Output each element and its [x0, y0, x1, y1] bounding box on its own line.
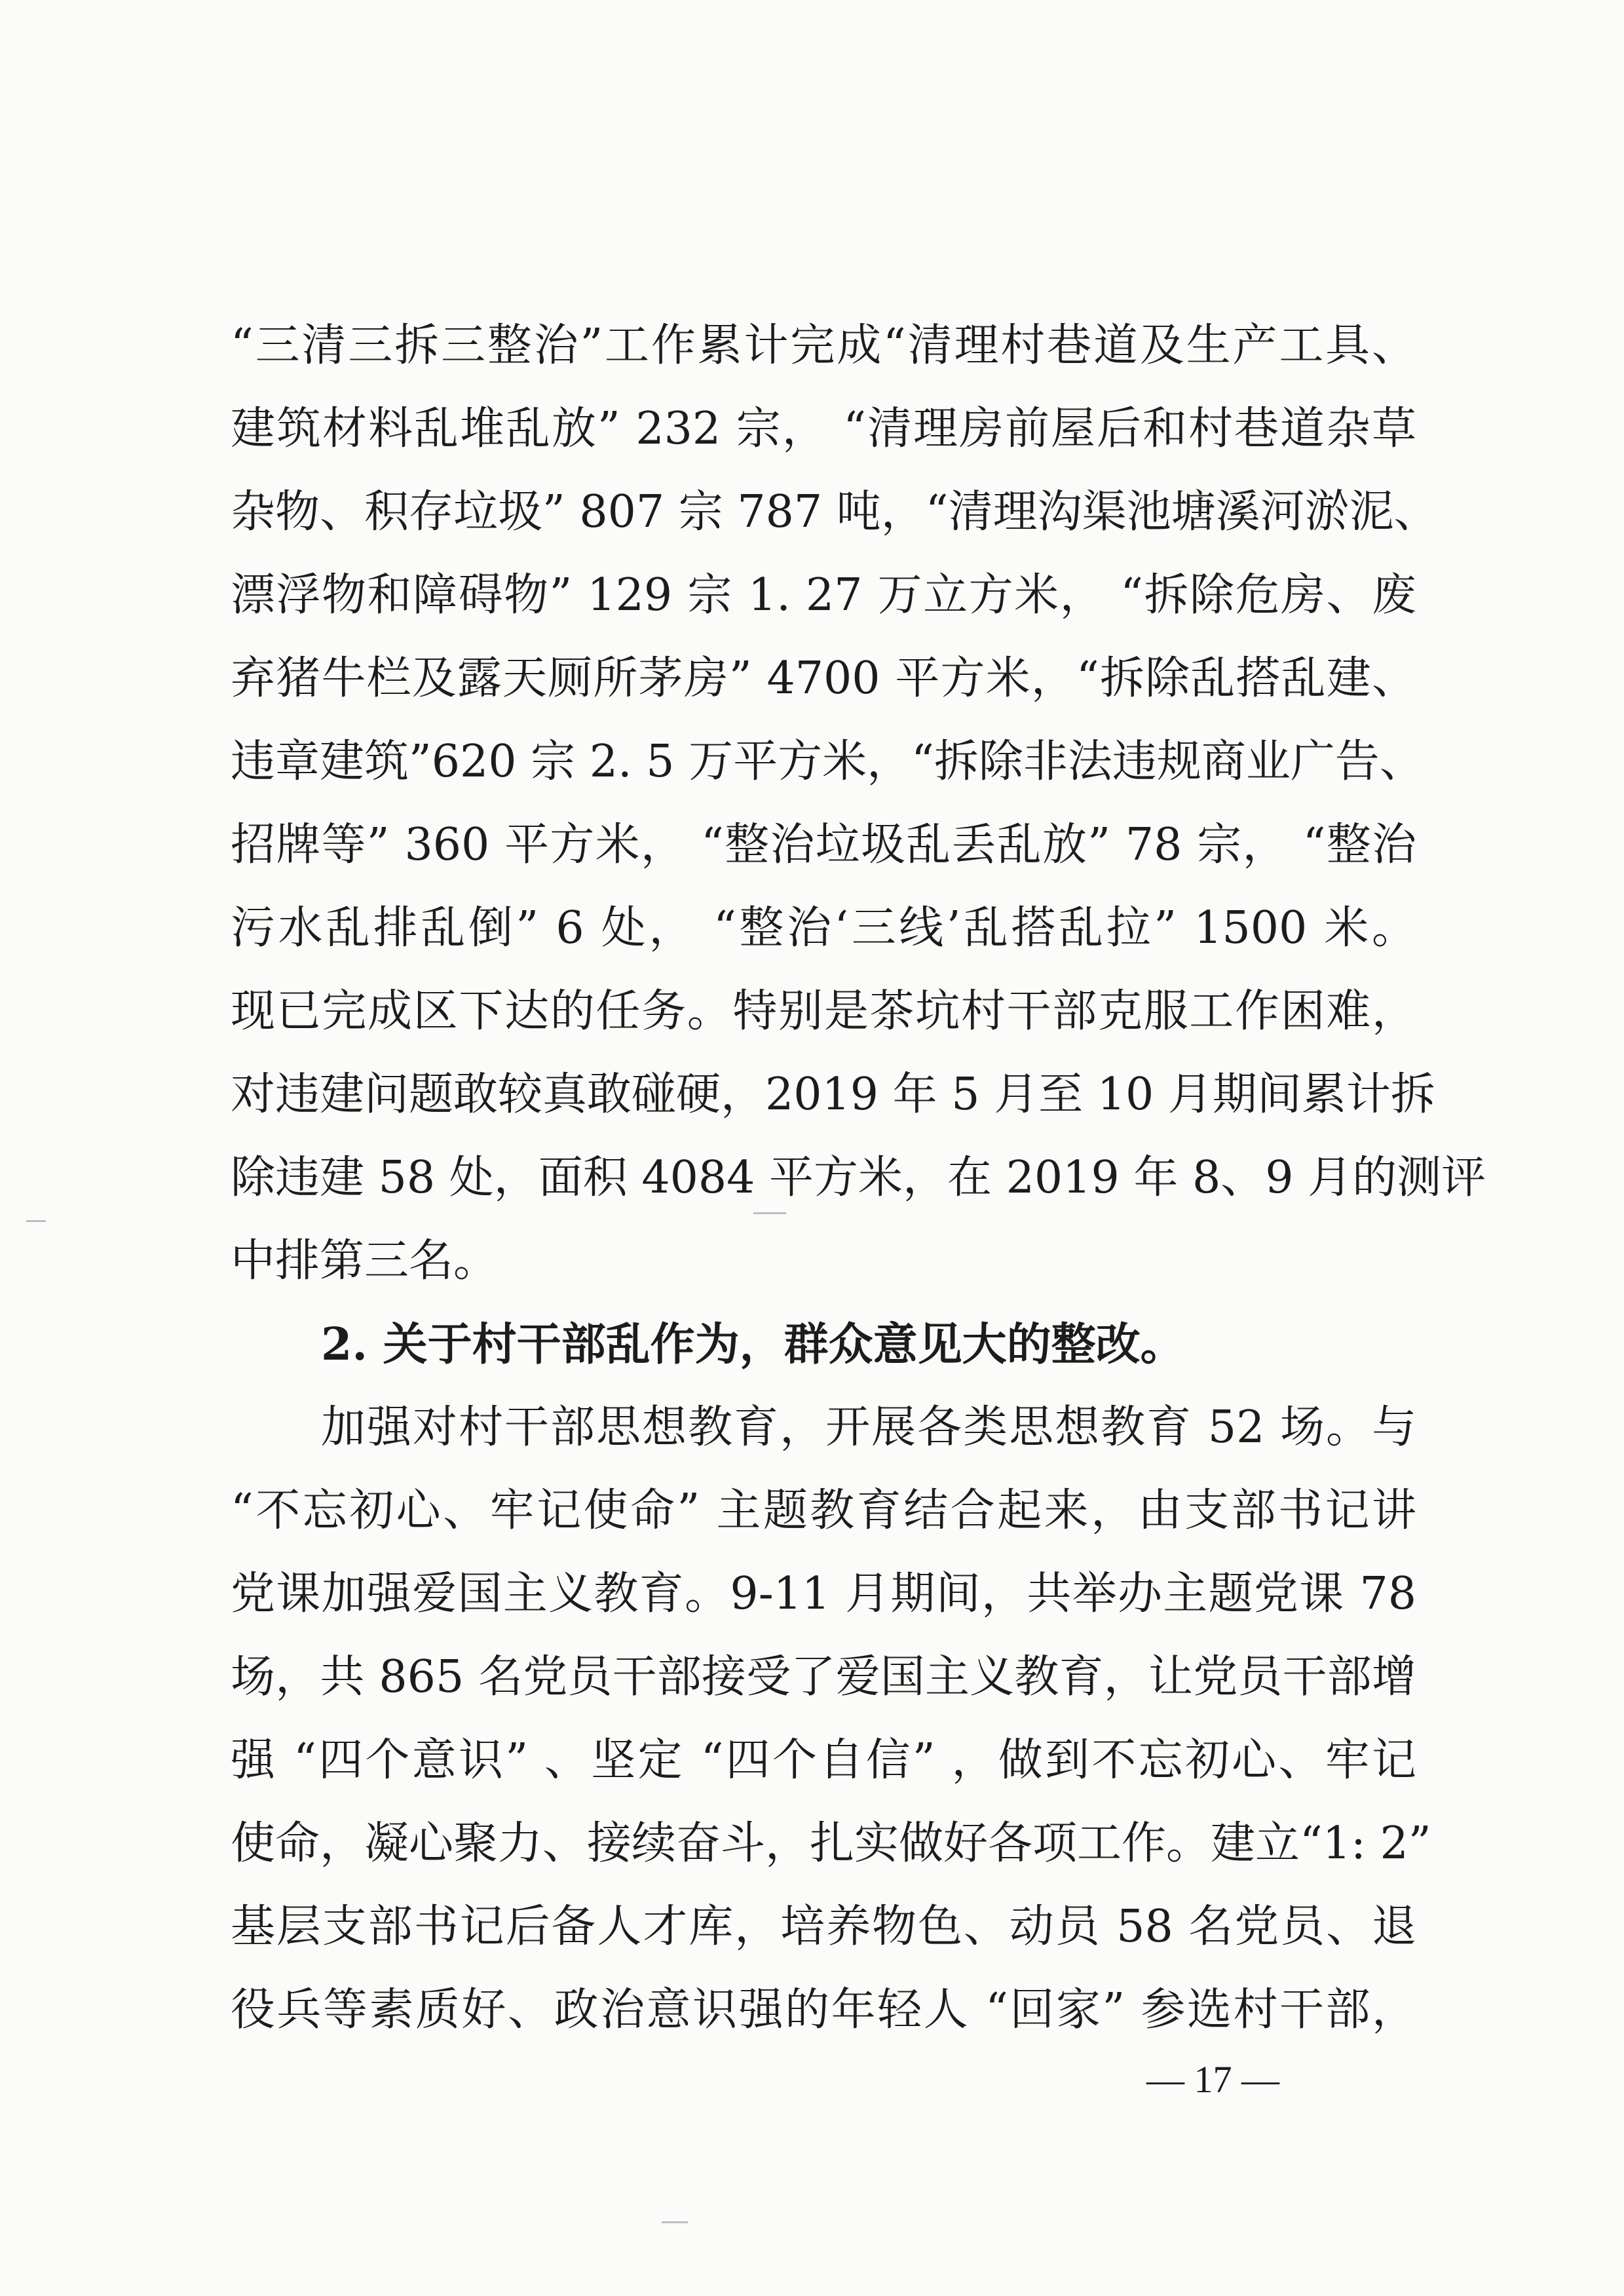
- body-text-line: 基层支部书记后备人才库，培养物色、动员 58 名党员、退: [231, 1901, 1416, 1953]
- body-text-line: 加强对村干部思想教育，开展各类思想教育 52 场。与: [321, 1402, 1416, 1453]
- scan-artifact: [662, 2221, 688, 2223]
- body-text-line: “不忘初心、牢记使命” 主题教育结合起来，由支部书记讲: [231, 1485, 1416, 1537]
- body-text-line: 违章建筑”620 宗 2. 5 万平方米，“拆除非法违规商业广告、: [231, 736, 1424, 788]
- body-text-line: 招牌等” 360 平方米， “整治垃圾乱丢乱放” 78 宗， “整治: [231, 819, 1416, 871]
- body-text-line: 弃猪牛栏及露天厕所茅房” 4700 平方米，“拆除乱搭乱建、: [231, 653, 1416, 704]
- scan-artifact: [26, 1220, 46, 1222]
- section-heading: 2. 关于村干部乱作为，群众意见大的整改。: [321, 1318, 1185, 1371]
- body-text-line: 使命，凝心聚力、接续奋斗，扎实做好各项工作。建立“1: 2”: [231, 1818, 1431, 1869]
- body-text-line: 党课加强爱国主义教育。9-11 月期间，共举办主题党课 78: [231, 1568, 1416, 1620]
- body-text-line: 漂浮物和障碍物” 129 宗 1. 27 万立方米， “拆除危房、废: [231, 569, 1416, 621]
- body-text-line: “三清三拆三整治”工作累计完成“清理村巷道及生产工具、: [231, 320, 1416, 372]
- body-text-line: 现已完成区下达的任务。特别是茶坑村干部克服工作困难，: [231, 985, 1416, 1037]
- scan-artifact: [753, 1212, 786, 1214]
- body-text-line: 杂物、积存垃圾” 807 宗 787 吨，“清理沟渠池塘溪河淤泥、: [231, 486, 1439, 538]
- body-text-line: 役兵等素质好、政治意识强的年轻人 “回家” 参选村干部，: [231, 1984, 1416, 2036]
- body-text-line: 场，共 865 名党员干部接受了爱国主义教育，让党员干部增: [231, 1651, 1416, 1703]
- body-text-line: 建筑材料乱堆乱放” 232 宗， “清理房前屋后和村巷道杂草: [231, 403, 1416, 455]
- body-text-line: 对违建问题敢较真敢碰硬，2019 年 5 月至 10 月期间累计拆: [231, 1069, 1435, 1120]
- body-text-line: 中排第三名。: [231, 1235, 499, 1287]
- body-text-line: 污水乱排乱倒” 6 处， “整治‘三线’乱搭乱拉” 1500 米。: [231, 902, 1416, 954]
- body-text-line: 除违建 58 处，面积 4084 平方米，在 2019 年 8、9 月的测评: [231, 1152, 1486, 1204]
- body-text-line: 强 “四个意识” 、坚定 “四个自信” ，做到不忘初心、牢记: [231, 1734, 1416, 1786]
- page-number: — 17 —: [1146, 2058, 1279, 2101]
